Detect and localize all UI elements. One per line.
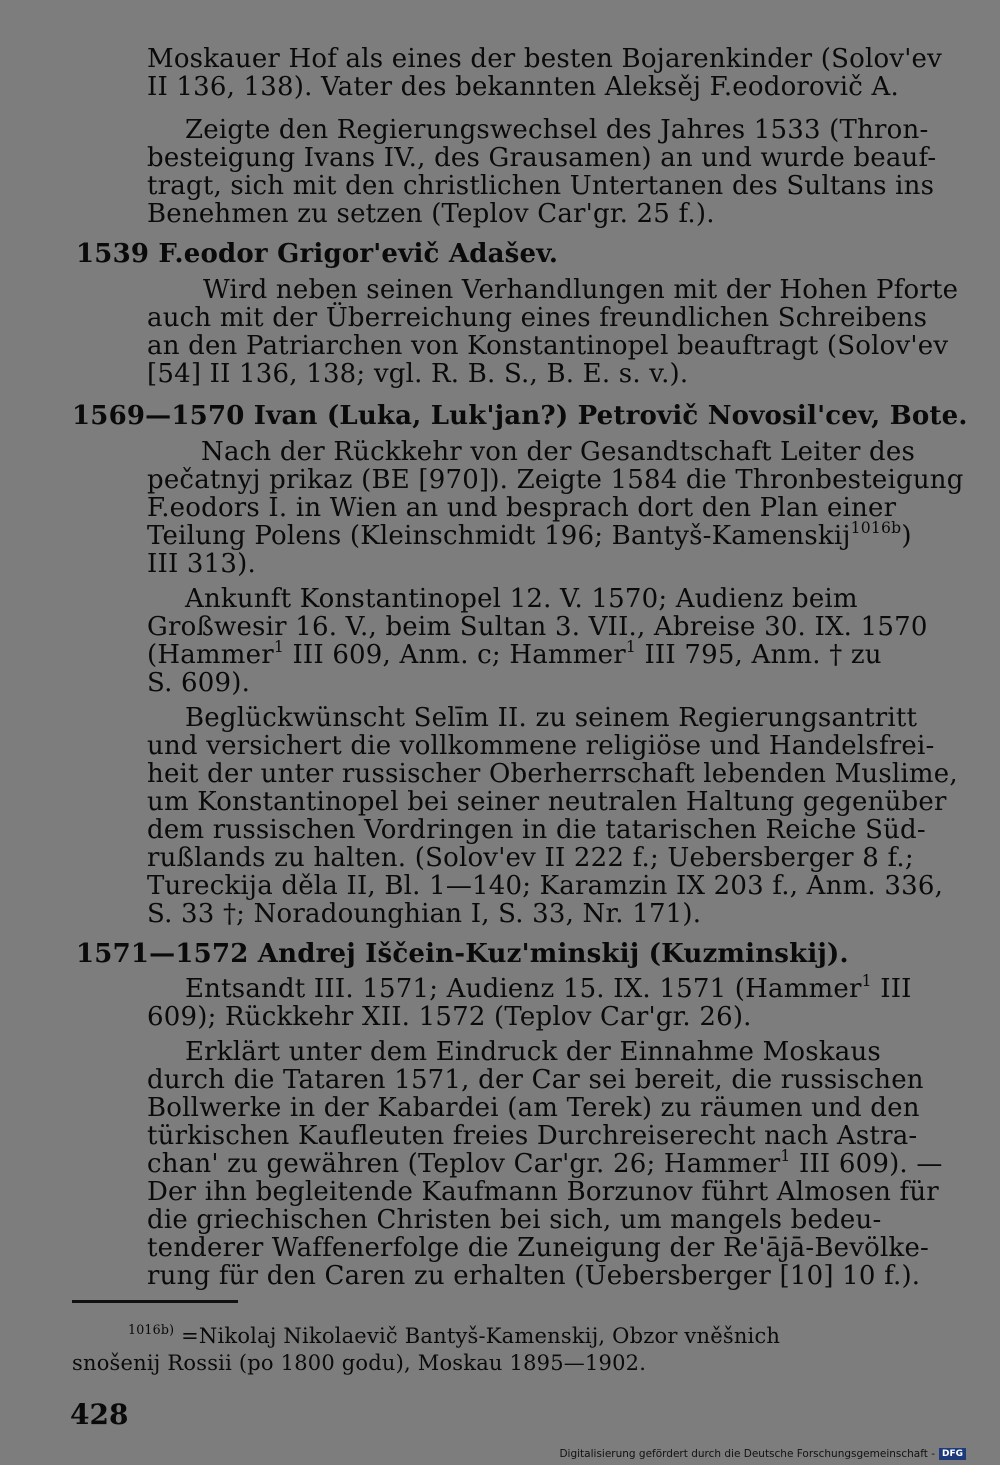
text-line: besteigung Ivans IV., des Grausamen) an und wurde beauf- — [147, 143, 937, 173]
footnote-line: snošenij Rossii (po 1800 godu), Moskau 1895—1902. — [72, 1351, 647, 1375]
text-line: S. 609). — [147, 668, 251, 698]
text-line: Beglückwünscht Selīm II. zu seinem Regierungsantritt — [185, 703, 918, 733]
footnote-text: =Nikolaj Nikolaevič Bantyš-Kamenskij, Obzor vněšnich — [181, 1324, 781, 1348]
text-span: chan' zu gewähren (Teplov Car'gr. 26; Hammer — [147, 1149, 781, 1179]
text-line: durch die Tataren 1571, der Car sei bereit, die russischen — [147, 1065, 924, 1095]
text-line: S. 33 †; Noradounghian I, S. 33, Nr. 171). — [147, 899, 702, 929]
text-line: heit der unter russischer Oberherrschaft lebenden Muslime, — [147, 759, 958, 789]
text-line — [147, 638, 882, 670]
text-line: Bollwerke in der Kabardei (am Terek) zu räumen und den — [147, 1093, 920, 1123]
text-line: die griechischen Christen bei sich, um mangels bedeu- — [147, 1205, 882, 1235]
text-line — [147, 1147, 943, 1179]
entry-heading: 1571—1572 Andrej Iščein-Kuz'minskij (Kuzminskij). — [76, 939, 849, 969]
text-line: tragt, sich mit den christlichen Untertanen des Sultans ins — [147, 171, 935, 201]
text-span: ) — [901, 521, 912, 551]
footnote-line — [128, 1323, 780, 1349]
text-line: türkischen Kaufleuten freies Durchreiserecht nach Astra- — [147, 1121, 918, 1151]
text-line: 609); Rückkehr XII. 1572 (Teplov Car'gr. 26). — [147, 1002, 752, 1032]
footnote-reference: 1016b — [850, 519, 902, 538]
text-line: II 136, 138). Vater des bekannten Aleksěj F.eodorovič A. — [147, 72, 899, 102]
text-line: Der ihn begleitende Kaufmann Borzunov führt Almosen für — [147, 1177, 939, 1207]
footnote-rule — [72, 1300, 238, 1303]
text-line: pečatnyj prikaz (BE [970]). Zeigte 1584 die Thronbesteigung — [147, 465, 964, 495]
text-line: Großwesir 16. V., beim Sultan 3. VII., Abreise 30. IX. 1570 — [147, 612, 928, 642]
superscript: 1 — [780, 1147, 791, 1166]
text-line: und versichert die vollkommene religiöse und Handelsfrei- — [147, 731, 935, 761]
text-line: Nach der Rückkehr von der Gesandtschaft Leiter des — [201, 437, 916, 467]
text-line: [54] II 136, 138; vgl. R. B. S., B. E. s. v.). — [147, 359, 689, 389]
text-span: III 609). — — [798, 1149, 943, 1179]
text-span: III 795, Anm. † zu — [644, 640, 882, 670]
digitization-credit — [559, 1448, 966, 1460]
text-line: rung für den Caren zu erhalten (Uebersberger [10] 10 f.). — [147, 1261, 921, 1291]
text-span: Entsandt III. 1571; Audienz 15. IX. 1571 (Hammer — [185, 974, 862, 1004]
text-line — [185, 972, 912, 1004]
entry-heading: 1569—1570 Ivan (Luka, Luk'jan?) Petrovič Novosil'cev, Bote. — [72, 401, 968, 431]
text-span: III 609, Anm. c; Hammer — [292, 640, 626, 670]
text-line: dem russischen Vordringen in die tatarischen Reiche Süd- — [147, 815, 926, 845]
text-line: Moskauer Hof als eines der besten Bojarenkinder (Solov'ev — [147, 44, 943, 74]
text-line: Tureckija děla II, Bl. 1—140; Karamzin IX 203 f., Anm. 336, — [147, 871, 944, 901]
superscript: 1 — [625, 638, 636, 657]
text-span: (Hammer — [147, 640, 274, 670]
superscript: 1 — [273, 638, 284, 657]
text-line: an den Patriarchen von Konstantinopel beauftragt (Solov'ev — [147, 331, 949, 361]
text-line: Benehmen zu setzen (Teplov Car'gr. 25 f.). — [147, 199, 715, 229]
text-span: III — [880, 974, 912, 1004]
text-line: auch mit der Überreichung eines freundlichen Schreibens — [147, 303, 928, 333]
entry-heading: 1539 F.eodor Grigor'evič Adašev. — [76, 239, 559, 269]
text-line: Erklärt unter dem Eindruck der Einnahme Moskaus — [185, 1037, 881, 1067]
superscript: 1 — [861, 972, 872, 991]
footnote-marker: 1016b) — [128, 1322, 175, 1338]
text-line: Wird neben seinen Verhandlungen mit der Hohen Pforte — [203, 275, 959, 305]
text-line — [147, 519, 912, 551]
text-line: tenderer Waffenerfolge die Zuneigung der Re'ājā-Bevölke- — [147, 1233, 930, 1263]
page-number: 428 — [70, 1398, 129, 1431]
text-line: F.eodors I. in Wien an und besprach dort den Plan einer — [147, 493, 897, 523]
text-line: rußlands zu halten. (Solov'ev II 222 f.; Uebersberger 8 f.; — [147, 843, 914, 873]
text-line: um Konstantinopel bei seiner neutralen Haltung gegenüber — [147, 787, 947, 817]
dfg-logo: DFG — [939, 1448, 966, 1460]
credit-text: Digitalisierung gefördert durch die Deutsche Forschungsgemeinschaft - — [559, 1448, 935, 1460]
text-line: Zeigte den Regierungswechsel des Jahres 1533 (Thron- — [185, 115, 929, 145]
text-span: Teilung Polens (Kleinschmidt 196; Bantyš-Kamenskij — [147, 521, 851, 551]
text-line: III 313). — [147, 549, 256, 579]
text-line: Ankunft Konstantinopel 12. V. 1570; Audienz beim — [185, 584, 858, 614]
